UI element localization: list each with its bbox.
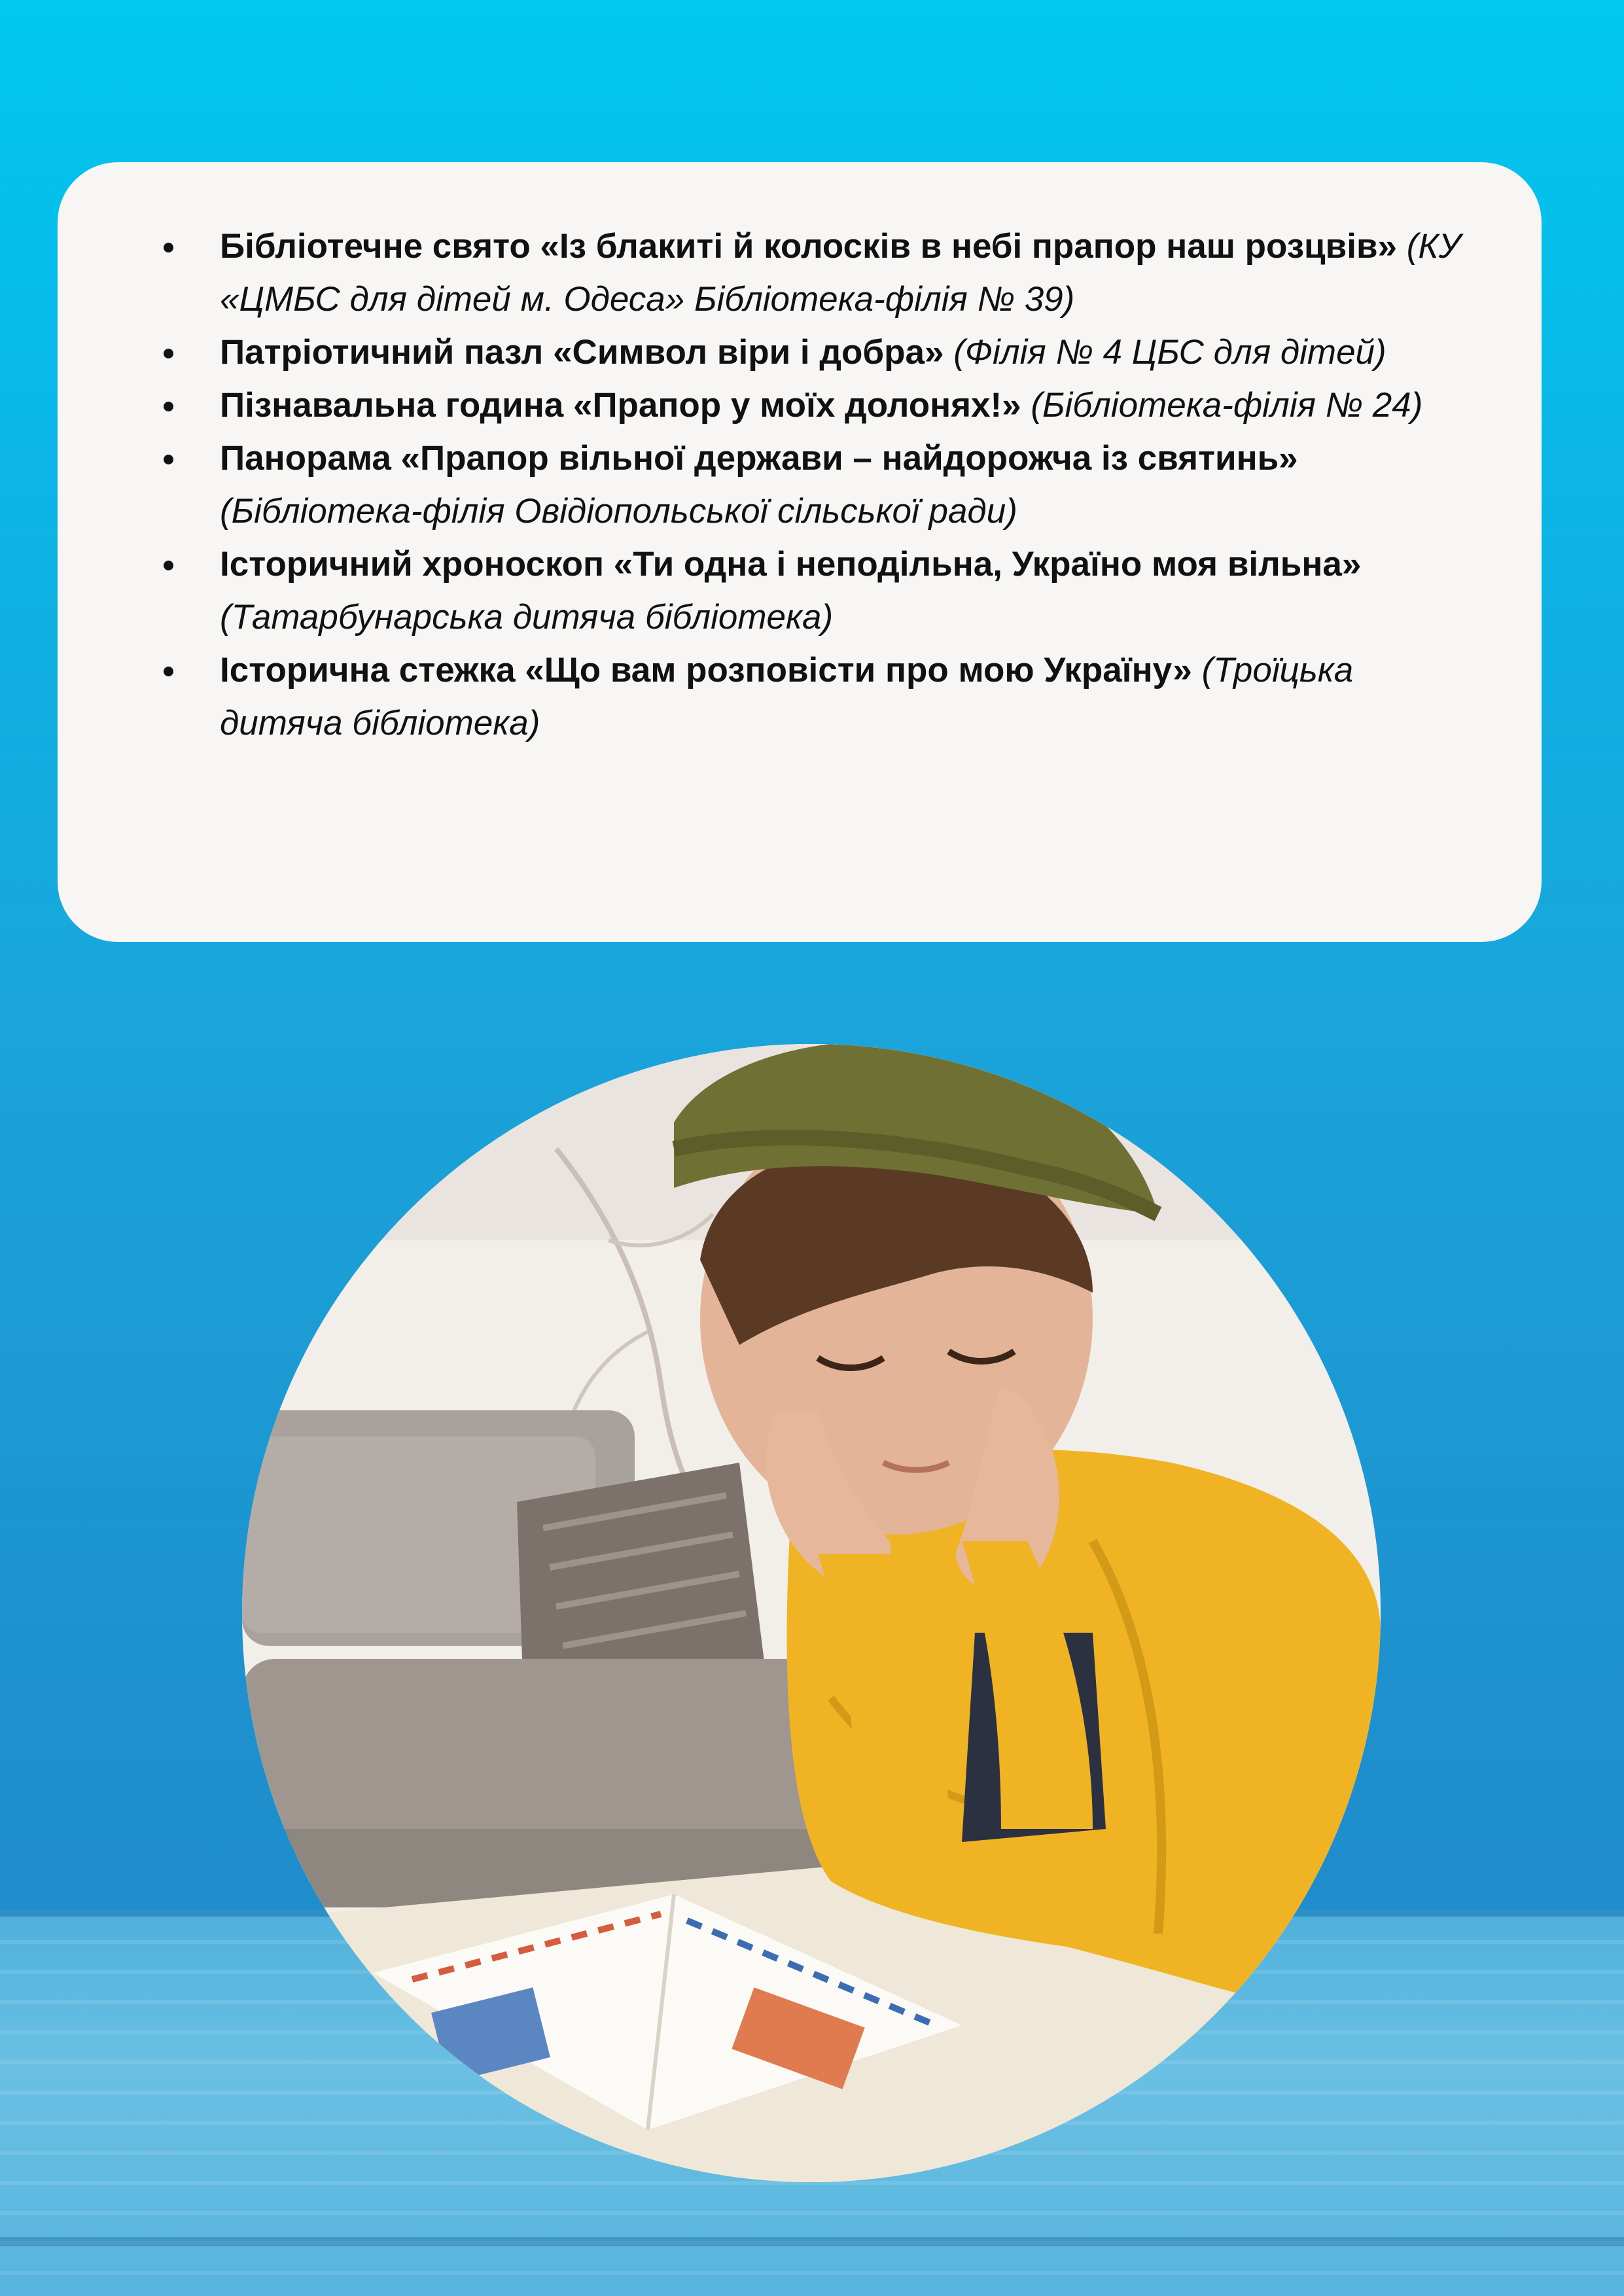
list-item	[149, 220, 1463, 326]
event-organizer: (Бібліотека-філія Овідіопольської сільської ради)	[220, 492, 1017, 531]
list-item	[149, 379, 1463, 432]
event-organizer: (Філія № 4 ЦБС для дітей)	[953, 333, 1386, 372]
event-organizer: (Татарбунарська дитяча бібліотека)	[220, 598, 834, 636]
event-title: Історична стежка «Що вам розповісти про мою Україну»	[220, 651, 1192, 689]
list-item	[149, 326, 1463, 379]
list-item	[149, 538, 1463, 644]
event-title: Бібліотечне свято «Із блакиті й колосків в небі прапор наш розцвів»	[220, 227, 1397, 266]
boy-reading-photo	[242, 1044, 1381, 2182]
event-title: Історичний хроноскоп «Ти одна і неподільна, Україно моя вільна»	[220, 545, 1362, 583]
events-list	[149, 220, 1463, 750]
event-title: Пізнавальна година «Прапор у моїх долонях!»	[220, 386, 1021, 425]
events-card	[58, 162, 1542, 942]
event-organizer: (Бібліотека-філія № 24)	[1031, 386, 1423, 425]
list-item	[149, 432, 1463, 538]
event-title: Патріотичний пазл «Символ віри і добра»	[220, 333, 944, 372]
event-organizer: (Троїцька дитяча бібліотека)	[220, 651, 1354, 742]
list-item	[149, 644, 1463, 750]
event-organizer: (КУ «ЦМБС для дітей м. Одеса» Бібліотека-філія № 39)	[220, 227, 1461, 319]
event-title: Панорама «Прапор вільної держави – найдорожча із святинь»	[220, 439, 1298, 478]
